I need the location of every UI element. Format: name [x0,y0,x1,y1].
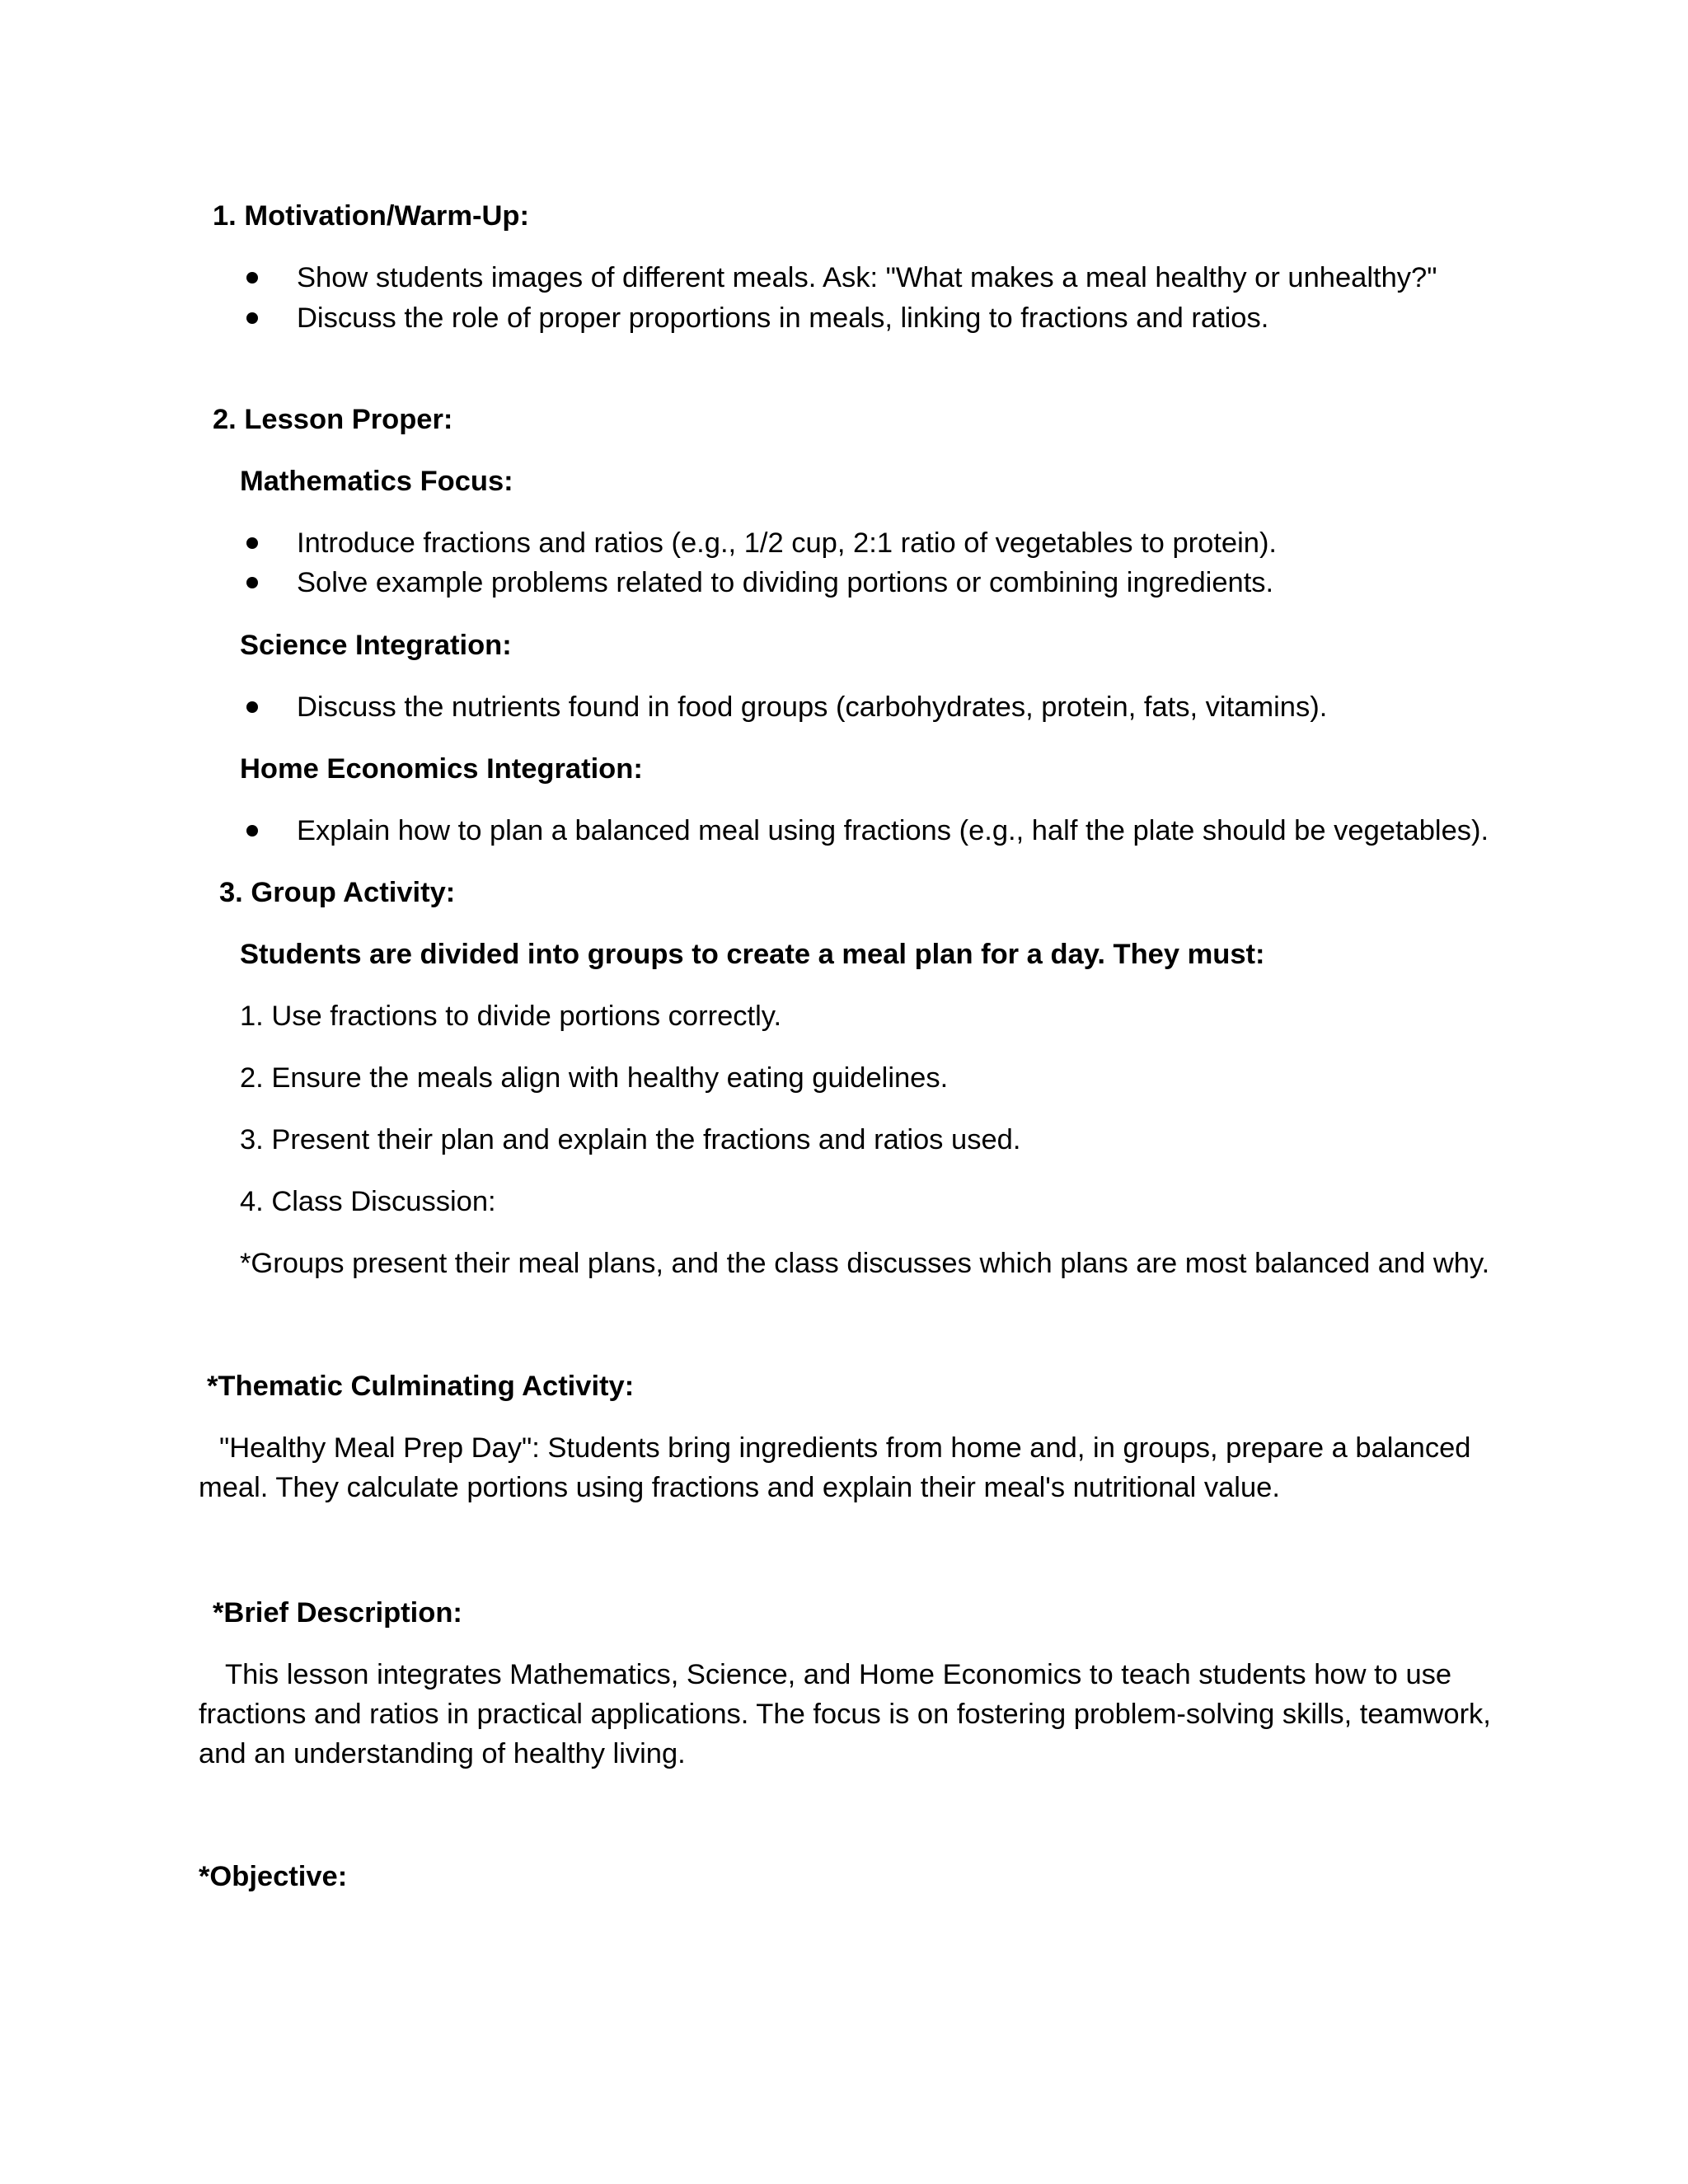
description-line-3: and an understanding of healthy living. [199,1738,686,1769]
description-line-2: fractions and ratios in practical applications. The focus is on fostering problem-solving skills, teamwork, [199,1699,1491,1730]
culminating-heading: *Thematic Culminating Activity: [207,1371,635,1402]
home-ec-bullet-1: Explain how to plan a balanced meal using fractions (e.g., half the plate should be vegetables). [297,815,1489,846]
home-ec-heading: Home Economics Integration: [240,753,643,785]
bullet-icon [246,577,258,588]
lesson-proper-heading: 2. Lesson Proper: [213,404,453,435]
bullet-icon [246,825,258,837]
science-bullet-1: Discuss the nutrients found in food groups (carbohydrates, protein, fats, vitamins). [297,691,1328,723]
bullet-icon [246,312,258,324]
group-activity-heading: 3. Group Activity: [219,877,456,908]
group-activity-intro: Students are divided into groups to create a meal plan for a day. They must: [240,939,1265,970]
math-focus-heading: Mathematics Focus: [240,466,513,497]
motivation-bullet-1: Show students images of different meals. Ask: "What makes a meal healthy or unhealthy?" [297,262,1437,293]
description-heading: *Brief Description: [213,1597,462,1629]
bullet-icon [246,701,258,713]
motivation-heading: 1. Motivation/Warm-Up: [213,200,529,232]
group-step-1: 1. Use fractions to divide portions correctly. [240,1001,782,1032]
group-step-2: 2. Ensure the meals align with healthy eating guidelines. [240,1062,949,1094]
group-step-4: 4. Class Discussion: [240,1186,496,1217]
math-bullet-2: Solve example problems related to dividing portions or combining ingredients. [297,567,1274,598]
motivation-bullet-2: Discuss the role of proper proportions in meals, linking to fractions and ratios. [297,302,1269,334]
math-bullet-1: Introduce fractions and ratios (e.g., 1/2 cup, 2:1 ratio of vegetables to protein). [297,527,1278,559]
objective-heading: *Objective: [199,1861,348,1892]
culminating-line-1: "Healthy Meal Prep Day": Students bring ingredients from home and, in groups, prepare a balanced [219,1432,1471,1464]
group-activity-note: *Groups present their meal plans, and the class discusses which plans are most balanced and why. [240,1248,1490,1279]
bullet-icon [246,272,258,284]
bullet-icon [246,537,258,549]
science-heading: Science Integration: [240,630,512,661]
culminating-line-2: meal. They calculate portions using fractions and explain their meal's nutritional value. [199,1472,1280,1503]
description-line-1: This lesson integrates Mathematics, Science, and Home Economics to teach students how to use [225,1659,1452,1690]
group-step-3: 3. Present their plan and explain the fractions and ratios used. [240,1124,1021,1155]
